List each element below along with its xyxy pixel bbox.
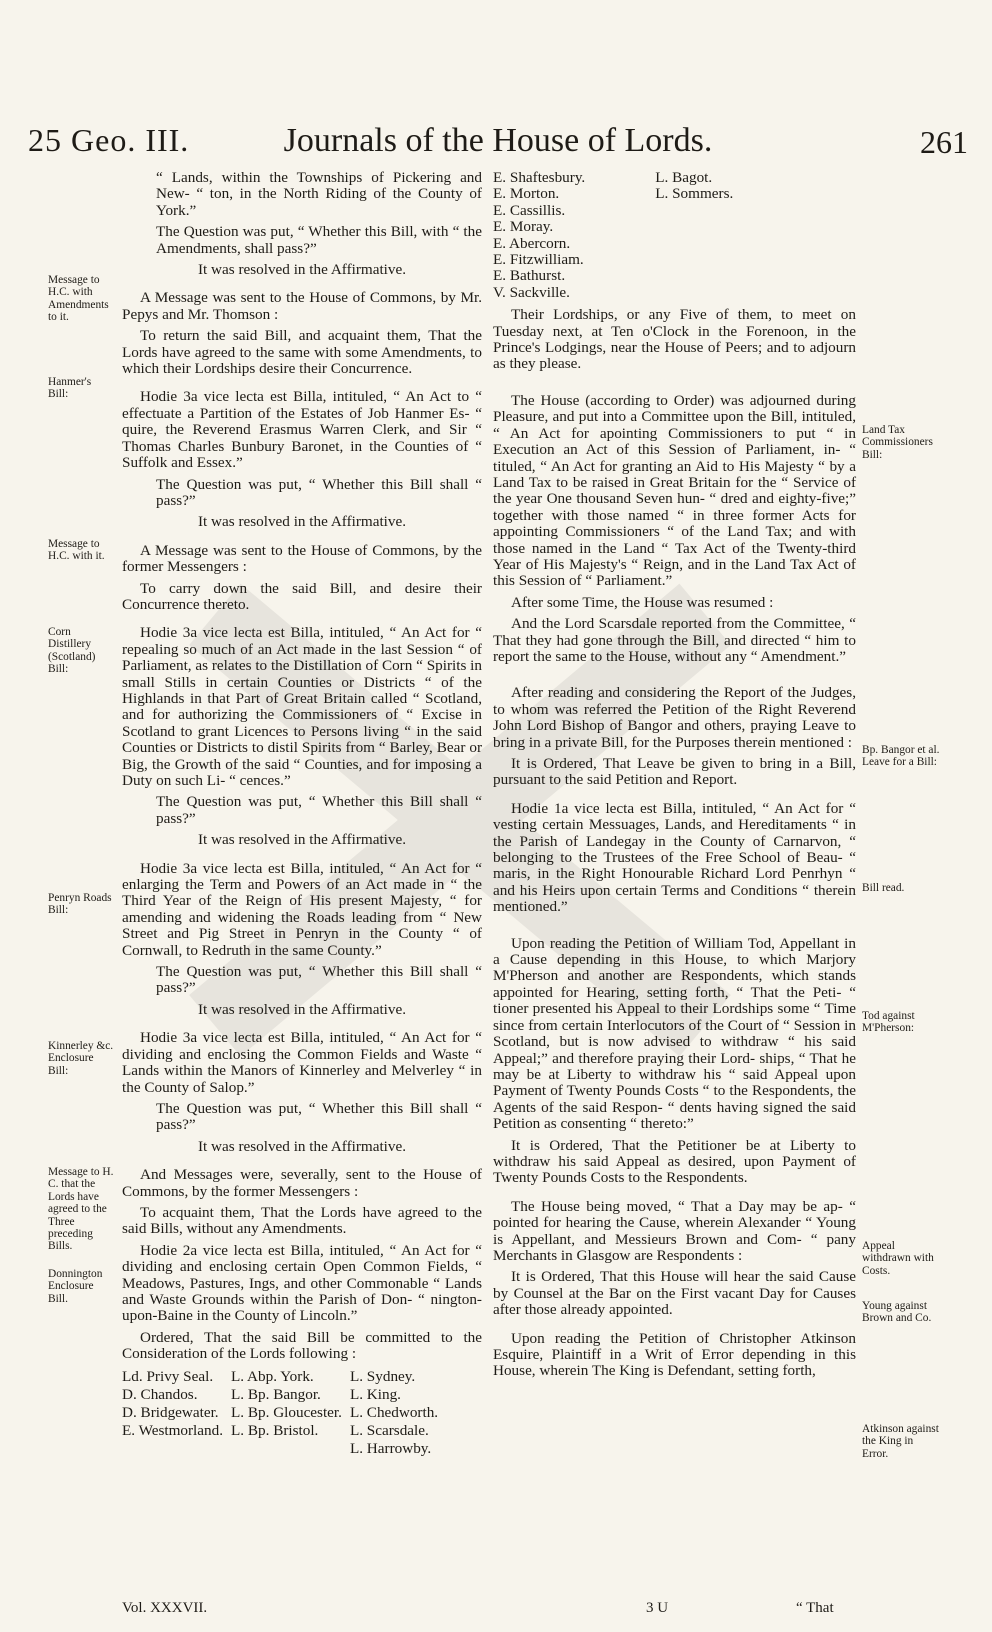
left-column — [122, 170, 482, 1458]
lord-name: Ld. Privy Seal. — [122, 1367, 214, 1385]
paragraph: To return the said Bill, and acquaint them, That the Lords have agreed to the same with some Amendments, to which their Lordships desire their Concurrence. — [122, 327, 482, 378]
lord-name: E. Fitzwilliam. — [493, 251, 584, 269]
lord-name: E. Westmorland. — [122, 1421, 223, 1439]
margin-note: Message to H.C. with Amendments to it. — [48, 274, 109, 324]
lord-name: D. Chandos. — [122, 1385, 198, 1403]
margin-note: Land Tax Commissioners Bill: — [862, 424, 933, 461]
order: Ordered, That the said Bill be committed to the Consideration of the Lords following : — [122, 1328, 482, 1363]
question: The Question was put, “ Whether this Bill, with “ the Amendments, shall pass?” — [156, 223, 482, 257]
question: The Question was put, “ Whether this Bill shall “ pass?” — [156, 475, 482, 509]
running-header — [28, 122, 968, 166]
lord-name: L. King. — [349, 1385, 401, 1403]
lord-name: V. Sackville. — [493, 283, 570, 301]
paragraph: After reading and considering the Report of the Judges, to whom was referred the Petition of the Right Reverend John Lord Bishop of Bangor and others, praying Leave to bring in a private Bill, for the Purposes therein mentioned : — [493, 684, 856, 751]
resolution: It was resolved in the Affirmative. — [197, 1000, 407, 1018]
paragraph: Upon reading the Petition of Christopher Atkinson Esquire, Plaintiff in a Writ of Error depending in this House, wherein The King is Defendant, setting forth, — [493, 1329, 856, 1380]
paragraph: And Messages were, severally, sent to the House of Commons, by the former Messengers : — [122, 1166, 482, 1200]
paragraph: “ Lands, within the Townships of Pickering and New- “ ton, in the North Riding of the County of York.” — [156, 169, 482, 219]
lord-name: D. Bridgewater. — [122, 1403, 219, 1421]
paragraph: Their Lordships, or any Five of them, to meet on Tuesday next, at Ten o'Clock in the Forenoon, in the Prince's Lodgings, near the House of Peers; and to adjourn as they please. — [493, 306, 856, 373]
resolution: It was resolved in the Affirmative. — [197, 513, 407, 531]
lord-name: E. Cassillis. — [493, 201, 566, 219]
order: It is Ordered, That the Petitioner be at Liberty to withdraw his said Appeal as desired, upon Payment of Twenty Pounds Costs to the Respondents. — [493, 1136, 856, 1187]
bill-reading: Hodie 1a vice lecta est Billa, intituled, “ An Act for “ vesting certain Messuages, Lands, and Hereditaments “ in the Parish of Landegay in the County of Carnarvon, “ belonging to the Trustees of the Free School of Beau- “ maris, in the Right Honourable Richard Lord Penrhyn “ and his Heirs upon certain Terms and Conditions “ therein mentioned.” — [493, 799, 856, 916]
margin-note: Penryn Roads Bill: — [48, 892, 112, 917]
margin-note: Message to H.C. with it. — [48, 538, 105, 563]
lord-name: E. Bathurst. — [493, 267, 566, 285]
margin-note: Donnington Enclosure Bill. — [48, 1268, 103, 1305]
journal-title: Journals of the House of Lords. — [283, 122, 713, 159]
bill-reading: Hodie 3a vice lecta est Billa, intituled, “ An Act for “ enlarging the Term and Powers of an Act made in “ the Third Year of the Reign of His present Majesty, “ for amending and widening the Roads leading from “ New Street and Pig Street in Penryn in the County “ of Cornwall, to Redruth in the same County.” — [122, 859, 482, 959]
lord-name: E. Shaftesbury. — [493, 169, 586, 186]
paragraph: A Message was sent to the House of Commons, by the former Messengers : — [122, 541, 482, 576]
lord-name: L. Harrowby. — [349, 1439, 432, 1457]
lord-name: L. Abp. York. — [231, 1367, 314, 1385]
resolution: It was resolved in the Affirmative. — [197, 261, 407, 279]
paragraph: To acquaint them, That the Lords have agreed to the said Bills, without any Amendments. — [122, 1203, 482, 1238]
lords-list-column — [231, 1368, 342, 1458]
order: It is Ordered, That this House will hear the said Cause by Counsel at the Bar on the First vacant Day for Causes after those already appointed. — [493, 1268, 856, 1319]
lords-list-column — [493, 170, 585, 301]
bill-reading: Hodie 3a vice lecta est Billa, intituled, “ An Act for “ dividing and enclosing the Common Fields and Waste “ Lands within the Manors of Kinnerley and Melverley “ in the County of Salop.” — [122, 1029, 482, 1096]
signature-mark: 3 U — [646, 1600, 669, 1616]
margin-note: Appeal withdrawn with Costs. — [862, 1240, 934, 1277]
margin-note: Tod against M'Pherson: — [862, 1010, 915, 1035]
margin-note: Corn Distillery (Scotland) Bill: — [48, 626, 96, 676]
lord-name: E. Abercorn. — [493, 234, 571, 252]
volume-number: Vol. XXXVII. — [122, 1600, 208, 1616]
lord-name: L. Bp. Gloucester. — [231, 1403, 342, 1421]
page-number: 261 — [920, 124, 968, 160]
lords-list-column — [122, 1368, 223, 1458]
paragraph: To carry down the said Bill, and desire their Concurrence thereto. — [122, 579, 482, 613]
margin-note: Message to H. C. that the Lords have agreed to the Three preceding Bills. — [48, 1166, 114, 1253]
lord-name: L. Bp. Bristol. — [231, 1421, 319, 1439]
lord-name: L. Chedworth. — [349, 1403, 439, 1421]
margin-note: Young against Brown and Co. — [862, 1300, 932, 1325]
lord-name: E. Moray. — [493, 218, 554, 236]
bill-reading: Hodie 2a vice lecta est Billa, intituled, “ An Act for “ dividing and enclosing certain Open Common Fields, “ Meadows, Pastures, Ings, and other Commonable “ Lands and Waste Grounds within the Parish of Don- “ nington-upon-Baine in the County of Lincoln.” — [122, 1241, 482, 1325]
bill-reading: Hodie 3a vice lecta est Billa, intituled, “ An Act for “ repealing so much of an Act made in the last Session “ of Parliament, as relates to the Distillation of Corn “ Spirits in small Stills in certain Counties or Districts “ of the Highlands in that Part of Great Britain called “ Scotland, and for authorizing the Commissioners of “ Excise in Scotland to grant Licences to Persons living “ in the said Counties or Districts to distil Spirits from “ Barley, Bear or Big, the Growth of the said “ Counties, and for imposing a Duty on such Li- “ cences.” — [122, 624, 482, 789]
lords-list-column — [350, 1368, 438, 1458]
paragraph: Upon reading the Petition of William Tod, Appellant in a Cause depending in this House, to which Marjory M'Pherson and another are Respondents, which stands appointed for Hearing, setting forth, “ That the Peti- “ tioner presented his Appeal to their Lordships some “ Time since from certain Interlocutors of the Court of “ Session in Scotland, but is now advised to withdraw “ his said Appeal;” and therefore praying their Lord- ships, “ That he may be at Liberty to withdraw his “ said Appeal upon Payment of Twenty Pounds Costs “ to the Respondents, the Agents of the said Respon- “ dents having signed the said Petition as consenting “ thereto:” — [493, 934, 856, 1133]
lord-name: L. Bp. Bangor. — [231, 1385, 321, 1403]
lord-name: E. Morton. — [493, 185, 560, 203]
question: The Question was put, “ Whether this Bill shall “ pass?” — [156, 963, 482, 997]
regnal-year: 25 Geo. III. — [28, 122, 190, 158]
right-column — [493, 170, 856, 1385]
lord-name: L. Sydney. — [349, 1367, 416, 1385]
margin-note: Kinnerley &c. Enclosure Bill: — [48, 1040, 114, 1077]
bill-reading: Hodie 3a vice lecta est Billa, intituled, “ An Act to “ effectuate a Partition of the Estates of Job Hanmer Es- “ quire, the Reverend Erasmus Warren Clerk, and Sir “ Thomas Charles Bunbury Baronet, in the Counties of “ Suffolk and Essex.” — [122, 388, 482, 472]
margin-note: Hanmer's Bill: — [48, 376, 92, 401]
lord-name: L. Scarsdale. — [349, 1421, 429, 1439]
paragraph: After some Time, the House was resumed : — [511, 593, 774, 611]
lords-list-continued — [493, 170, 856, 301]
paragraph: The House being moved, “ That a Day may be ap- “ pointed for hearing the Cause, wherein Alexander “ Young is Appellant, and Messieurs Brown and Com- “ pany Merchants in Glasgow are Respondents : — [493, 1197, 856, 1264]
resolution: It was resolved in the Affirmative. — [197, 831, 407, 849]
lord-name: L. Bagot. — [655, 169, 713, 186]
lord-name: L. Sommers. — [655, 185, 734, 203]
paragraph: And the Lord Scarsdale reported from the Committee, “ That they had gone through the Bill, and directed “ him to report the same to the House, without any “ Amendment.” — [493, 615, 856, 665]
margin-note: Atkinson against the King in Error. — [862, 1423, 939, 1460]
paragraph: A Message was sent to the House of Commons, by Mr. Pepys and Mr. Thomson : — [122, 289, 482, 323]
resolution: It was resolved in the Affirmative. — [197, 1137, 407, 1155]
question: The Question was put, “ Whether this Bill shall “ pass?” — [156, 793, 482, 827]
paragraph: The House (according to Order) was adjourned during Pleasure, and put into a Committee upon the Bill, intituled, “ An Act for apointing Commissioners to put “ in Execution an Act of this Session of Parliament, in- “ tituled, “ An Act for granting an Aid to His Majesty “ by a Land Tax to be raised in Great Britain for the “ Service of the year One thousand Seven hun- “ dred and eighty-five;” together with those named “ in three former Acts for appointing Commissioners “ of the Land Tax; and with those named in the Land “ Tax Act of the Twenty-third Year of His Majesty's “ Reign, and in the Land Tax Act of this Session of “ Parliament.” — [493, 391, 856, 590]
order: It is Ordered, That Leave be given to bring in a Bill, pursuant to the said Petition and Report. — [493, 755, 856, 789]
lords-list-column — [655, 170, 733, 301]
lords-list — [122, 1368, 482, 1458]
question: The Question was put, “ Whether this Bill shall “ pass?” — [156, 1099, 482, 1134]
catchword: “ That — [796, 1600, 834, 1616]
margin-note: Bp. Bangor et al. Leave for a Bill: — [862, 744, 940, 769]
margin-note: Bill read. — [862, 882, 905, 894]
